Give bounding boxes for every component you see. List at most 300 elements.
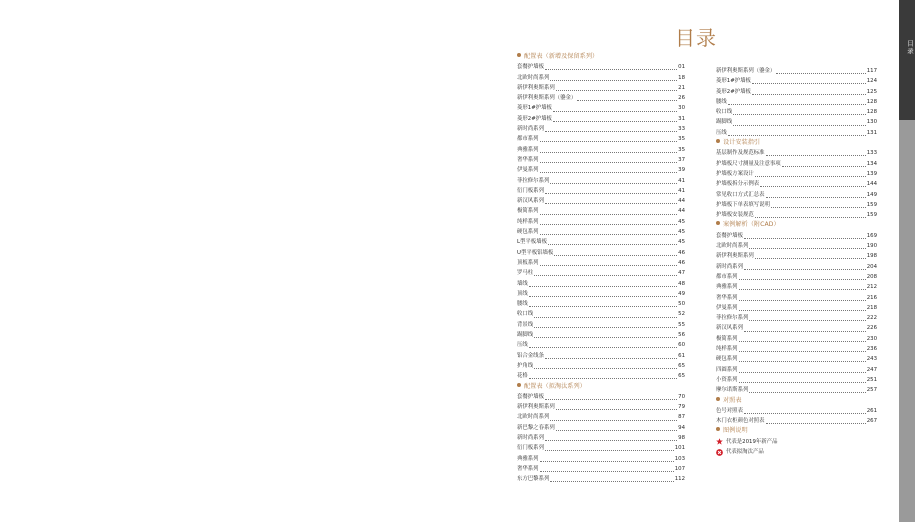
legend	[716, 426, 877, 457]
dot-leader	[553, 121, 677, 122]
toc-section-heading: 设计安装指引	[716, 138, 877, 148]
dot-leader	[733, 114, 866, 115]
toc-entry-page: 35	[678, 146, 685, 153]
toc-entry-name: 衍门板系列	[517, 445, 544, 452]
toc-entry[interactable]	[716, 282, 877, 292]
dot-leader	[776, 73, 865, 74]
toc-entry[interactable]	[517, 93, 685, 103]
toc-entry-name: 铝合金线条	[517, 352, 544, 359]
dot-leader	[545, 358, 677, 359]
toc-entry[interactable]	[716, 313, 877, 323]
toc-entry[interactable]	[716, 87, 877, 97]
toc-entry-page: 212	[866, 284, 877, 291]
toc-entry[interactable]	[716, 272, 877, 282]
toc-entry-page: 45	[678, 239, 685, 246]
dot-leader	[529, 347, 677, 348]
dot-leader	[766, 155, 866, 156]
toc-entry-name: 极简系列	[517, 208, 539, 215]
dot-leader	[556, 409, 677, 410]
toc-entry-page: 30	[678, 105, 685, 112]
dot-leader	[545, 440, 677, 441]
toc-entry-page: 18	[678, 74, 685, 81]
toc-entry-name: 菱形2#护墙板	[716, 88, 751, 95]
toc-entry-page: 230	[866, 335, 877, 342]
toc-entry-page: 169	[866, 232, 877, 239]
toc-entry[interactable]	[517, 268, 685, 278]
dot-leader	[545, 131, 677, 132]
toc-entry[interactable]	[517, 62, 685, 72]
dot-leader	[545, 399, 677, 400]
toc-entry[interactable]	[517, 176, 685, 186]
toc-entry-page: 125	[866, 88, 877, 95]
toc-entry[interactable]	[517, 309, 685, 319]
side-tab-label: 目录	[906, 40, 914, 55]
toc-entry[interactable]	[517, 279, 685, 289]
toc-entry-name: 典雅系列	[517, 455, 539, 462]
toc-entry-name: 护墙板下单表填写说明	[716, 201, 770, 208]
toc-entry-name: 北欧时尚系列	[517, 74, 550, 81]
dot-leader	[744, 238, 866, 239]
toc-entry-name: 新伊利奥斯系列	[517, 404, 555, 411]
toc-entry-page: 65	[678, 362, 685, 369]
toc-entry-page: 134	[866, 160, 877, 167]
toc-entry[interactable]	[716, 148, 877, 158]
toc-entry[interactable]	[517, 392, 685, 402]
toc-entry-name: 摩尔诺斯系列	[716, 387, 749, 394]
toc-entry-page: 159	[866, 212, 877, 219]
dot-leader	[534, 317, 677, 318]
dot-leader	[739, 279, 866, 280]
toc-entry[interactable]	[517, 464, 685, 474]
toc-entry-name: 都市系列	[716, 273, 738, 280]
toc-entry[interactable]	[716, 117, 877, 127]
toc-entry-page: 52	[678, 311, 685, 318]
toc-entry-name: 硬包系列	[716, 356, 738, 363]
toc-entry[interactable]	[517, 412, 685, 422]
dot-leader	[739, 351, 866, 352]
toc-entry[interactable]	[517, 330, 685, 340]
toc-entry-page: 39	[678, 167, 685, 174]
toc-entry[interactable]	[517, 433, 685, 443]
toc-entry-page: 31	[678, 115, 685, 122]
toc-entry[interactable]	[716, 262, 877, 272]
toc-entry-name: 压线	[716, 129, 727, 136]
dot-leader	[534, 368, 677, 369]
toc-entry-name: 纯样系列	[716, 346, 738, 353]
toc-entry-page: 133	[866, 150, 877, 157]
toc-entry-page: 50	[678, 301, 685, 308]
toc-entry-name: 伊曼系列	[517, 167, 539, 174]
toc-entry-page: 243	[866, 356, 877, 363]
toc-entry-page: 159	[866, 201, 877, 208]
toc-entry[interactable]	[517, 237, 685, 247]
toc-entry[interactable]	[517, 114, 685, 124]
dot-leader	[550, 183, 677, 184]
toc-right-list	[716, 66, 877, 426]
toc-entry-page: 26	[678, 95, 685, 102]
dot-leader	[755, 217, 866, 218]
toc-entry[interactable]	[517, 340, 685, 350]
toc-entry-page: 236	[866, 346, 877, 353]
toc-entry-page: 149	[866, 191, 877, 198]
dot-leader	[529, 286, 677, 287]
toc-entry-name: 顶板系列	[517, 259, 539, 266]
toc-entry-page: 222	[866, 315, 877, 322]
toc-entry-page: 47	[678, 270, 685, 277]
star-icon	[716, 438, 723, 445]
toc-entry[interactable]	[716, 385, 877, 395]
toc-entry-page: 117	[866, 68, 877, 74]
toc-entry-name: 奢华系列	[517, 465, 539, 472]
toc-entry-page: 101	[674, 445, 685, 452]
side-tab	[899, 0, 915, 120]
toc-entry[interactable]	[517, 289, 685, 299]
toc-entry[interactable]	[517, 227, 685, 237]
toc-entry-page: 251	[866, 376, 877, 383]
toc-entry-page: 267	[866, 418, 877, 425]
toc-entry-page: 46	[678, 249, 685, 256]
toc-entry-page: 65	[678, 373, 685, 380]
toc-entry-name: 纯样系列	[517, 218, 539, 225]
toc-entry-name: 伊曼系列	[716, 304, 738, 311]
bullet-icon	[517, 53, 521, 57]
toc-entry-page: 45	[678, 218, 685, 225]
dot-leader	[540, 172, 678, 173]
toc-entry-page: 49	[678, 290, 685, 297]
toc-entry[interactable]	[517, 206, 685, 216]
toc-entry-name: U型平板铝墙板	[517, 249, 554, 256]
toc-entry[interactable]	[517, 361, 685, 371]
toc-entry[interactable]	[517, 145, 685, 155]
toc-entry-name: 色号对照表	[716, 407, 743, 414]
toc-entry-name: 新伊利奥斯系列	[716, 253, 754, 260]
toc-entry[interactable]	[716, 375, 877, 385]
toc-entry-name: 木门衣柜颜色对照表	[716, 418, 765, 425]
toc-entry-page: 130	[866, 119, 877, 126]
toc-entry[interactable]	[517, 73, 685, 83]
toc-entry-name: 新汉风系列	[716, 325, 743, 332]
toc-entry-page: 41	[678, 177, 685, 184]
dot-leader	[728, 135, 866, 136]
toc-entry[interactable]	[716, 251, 877, 261]
toc-entry-name: 套餐护墙板	[517, 393, 544, 400]
toc-entry-page: 21	[678, 84, 685, 91]
toc-entry-page: 112	[674, 476, 685, 483]
toc-entry-name: 套餐护墙板	[517, 64, 544, 71]
dot-leader	[550, 420, 677, 421]
toc-entry[interactable]	[517, 351, 685, 361]
toc-entry-name: 菲拉修尔系列	[716, 315, 749, 322]
toc-entry-name: 踢脚线	[716, 119, 733, 126]
toc-entry-name: 新伊利奥斯系列	[517, 84, 555, 91]
toc-entry[interactable]	[517, 258, 685, 268]
toc-entry[interactable]	[517, 124, 685, 134]
toc-entry[interactable]	[517, 103, 685, 113]
toc-entry-name: 奢华系列	[517, 156, 539, 163]
dot-leader	[534, 337, 677, 338]
toc-entry-page: 41	[678, 187, 685, 194]
toc-entry-page: 107	[674, 465, 685, 472]
toc-entry-page: 128	[866, 109, 877, 116]
dot-leader	[744, 269, 866, 270]
toc-entry[interactable]	[517, 165, 685, 175]
toc-entry-name: 菱形1#护墙板	[716, 78, 751, 85]
dot-leader	[760, 186, 866, 187]
toc-entry[interactable]	[716, 416, 877, 426]
toc-entry-page: 131	[866, 129, 877, 136]
toc-entry-name: 东方巴黎系列	[517, 476, 550, 483]
toc-entry-page: 226	[866, 325, 877, 332]
dot-leader	[548, 244, 677, 245]
dot-leader	[739, 361, 866, 362]
toc-entry[interactable]	[517, 443, 685, 453]
dot-leader	[540, 214, 678, 215]
toc-entry[interactable]	[517, 423, 685, 433]
dot-leader	[739, 310, 866, 311]
legend-item-new: 代表是2019年新产品	[716, 437, 877, 447]
toc-entry-page: 79	[678, 404, 685, 411]
dot-leader	[739, 341, 866, 342]
dot-leader	[554, 255, 677, 256]
toc-entry-name: 护墙板安装规范	[716, 212, 754, 219]
toc-entry[interactable]	[517, 371, 685, 381]
toc-entry[interactable]	[716, 210, 877, 220]
toc-entry-page: 216	[866, 294, 877, 301]
toc-entry[interactable]	[716, 365, 877, 375]
toc-entry-name: 小资系列	[716, 376, 738, 383]
dot-leader	[733, 125, 866, 126]
toc-entry[interactable]	[517, 196, 685, 206]
toc-entry-name: 腰线	[517, 301, 528, 308]
dot-leader	[744, 413, 866, 414]
toc-entry-page: 01	[678, 64, 685, 71]
toc-entry-name: 新时尚系列	[716, 263, 743, 270]
toc-entry[interactable]	[716, 128, 877, 138]
bullet-icon	[517, 383, 521, 387]
toc-entry-page: 56	[678, 332, 685, 339]
dot-leader	[534, 275, 677, 276]
dot-leader	[540, 265, 678, 266]
toc-entry-page: 70	[678, 393, 685, 400]
toc-left-column	[517, 52, 685, 484]
toc-entry-name: 花格	[517, 373, 528, 380]
dot-leader	[545, 69, 677, 70]
dot-leader	[529, 306, 677, 307]
dot-leader	[755, 258, 866, 259]
dot-leader	[556, 90, 677, 91]
dot-leader	[545, 193, 677, 194]
toc-section-heading: 对照表	[716, 396, 877, 406]
x-circle-icon	[716, 449, 723, 456]
toc-entry-name: 护墙板方案设计	[716, 170, 754, 177]
dot-leader	[540, 152, 678, 153]
toc-entry-name: 硬包系列	[517, 229, 539, 236]
toc-entry[interactable]	[517, 299, 685, 309]
dot-leader	[540, 234, 678, 235]
dot-leader	[540, 141, 678, 142]
toc-entry-page: 48	[678, 280, 685, 287]
toc-entry[interactable]	[716, 190, 877, 200]
dot-leader	[749, 392, 865, 393]
toc-entry-page: 60	[678, 342, 685, 349]
dot-leader	[550, 481, 673, 482]
toc-entry-page: 261	[866, 407, 877, 414]
dot-leader	[744, 331, 866, 332]
toc-entry[interactable]	[716, 323, 877, 333]
toc-entry[interactable]	[517, 454, 685, 464]
toc-entry-name: 基层制作及规范标准	[716, 150, 765, 157]
dot-leader	[755, 176, 866, 177]
toc-entry-name: 收口线	[716, 109, 733, 116]
toc-entry-name: 菱形2#护墙板	[517, 115, 552, 122]
dot-leader	[550, 80, 677, 81]
toc-entry[interactable]	[517, 134, 685, 144]
dot-leader	[529, 378, 677, 379]
toc-entry[interactable]	[716, 200, 877, 210]
toc-entry-name: 新时尚系列	[517, 126, 544, 133]
dot-leader	[540, 162, 678, 163]
toc-entry-page: 139	[866, 170, 877, 177]
toc-entry-page: 218	[866, 304, 877, 311]
toc-entry[interactable]	[716, 169, 877, 179]
toc-entry[interactable]	[716, 406, 877, 416]
toc-entry-page: 98	[678, 434, 685, 441]
bullet-icon	[716, 221, 720, 225]
dot-leader	[728, 104, 866, 105]
toc-entry-name: 极简系列	[716, 335, 738, 342]
dot-leader	[540, 471, 674, 472]
toc-entry-page: 103	[674, 455, 685, 462]
dot-leader	[739, 372, 866, 373]
dot-leader	[771, 207, 866, 208]
toc-entry[interactable]	[517, 186, 685, 196]
toc-entry-page: 37	[678, 156, 685, 163]
toc-entry[interactable]	[716, 303, 877, 313]
legend-item-obsolete: 代表拟淘汰产品	[716, 447, 877, 457]
toc-entry[interactable]	[716, 97, 877, 107]
bullet-icon	[716, 427, 720, 431]
toc-entry[interactable]	[517, 320, 685, 330]
toc-entry-page: 124	[866, 78, 877, 85]
dot-leader	[545, 203, 677, 204]
toc-entry-name: 腰线	[716, 98, 727, 105]
toc-entry[interactable]	[716, 241, 877, 251]
toc-entry[interactable]	[716, 179, 877, 189]
dot-leader	[739, 300, 866, 301]
toc-section-heading: 配置表（拟淘汰系列）	[517, 382, 685, 392]
toc-entry-name: 压线	[517, 342, 528, 349]
toc-entry[interactable]	[716, 293, 877, 303]
toc-entry[interactable]	[517, 248, 685, 258]
toc-entry-page: 257	[866, 387, 877, 394]
bullet-icon	[716, 397, 720, 401]
toc-entry-page: 55	[678, 321, 685, 328]
toc-entry-page: 61	[678, 352, 685, 359]
toc-entry-name: 都市系列	[517, 136, 539, 143]
toc-entry[interactable]	[517, 474, 685, 484]
dot-leader	[553, 111, 677, 112]
toc-entry-name: 护墙板拆分示例表	[716, 181, 760, 188]
toc-entry[interactable]	[517, 83, 685, 93]
toc-entry-name: 北欧时尚系列	[716, 243, 749, 250]
dot-leader	[577, 100, 677, 101]
toc-entry-name: 奢华系列	[716, 294, 738, 301]
toc-entry[interactable]	[716, 231, 877, 241]
toc-entry[interactable]	[716, 354, 877, 364]
toc-entry-name: 踢脚线	[517, 332, 534, 339]
toc-entry[interactable]	[517, 217, 685, 227]
toc-entry-name: 新时尚系列	[517, 434, 544, 441]
toc-entry-page: 190	[866, 243, 877, 250]
toc-entry[interactable]	[716, 159, 877, 169]
toc-entry-page: 247	[866, 366, 877, 373]
toc-entry-name: 新伊利奥斯系列（鎏金）	[517, 95, 577, 102]
dot-leader	[556, 430, 677, 431]
toc-entry[interactable]	[716, 334, 877, 344]
toc-entry-name: 护墙板尺寸测量及注意事项	[716, 160, 781, 167]
toc-entry-name: 新伊利奥斯系列（鎏金）	[716, 68, 776, 74]
legend-heading: 图例说明	[716, 426, 877, 436]
toc-entry[interactable]	[716, 107, 877, 117]
dot-leader	[749, 248, 865, 249]
toc-entry-page: 144	[866, 181, 877, 188]
dot-leader	[752, 94, 866, 95]
toc-entry-page: 208	[866, 273, 877, 280]
toc-entry[interactable]	[517, 402, 685, 412]
dot-leader	[540, 224, 678, 225]
dot-leader	[529, 296, 677, 297]
toc-entry-name: 收口线	[517, 311, 534, 318]
toc-entry-page: 44	[678, 198, 685, 205]
toc-entry-page: 33	[678, 126, 685, 133]
toc-entry-page: 94	[678, 424, 685, 431]
toc-entry-name: L型平板墙板	[517, 239, 547, 246]
toc-right-column	[716, 66, 877, 457]
dot-leader	[766, 197, 866, 198]
dot-leader	[739, 289, 866, 290]
dot-leader	[534, 327, 677, 328]
toc-entry[interactable]	[716, 76, 877, 86]
toc-entry-name: 护角线	[517, 362, 534, 369]
toc-entry-page: 45	[678, 229, 685, 236]
toc-entry-name: 典雅系列	[517, 146, 539, 153]
toc-section-heading: 案例解析（附CAD）	[716, 220, 877, 230]
toc-entry-page: 44	[678, 208, 685, 215]
toc-entry-name: 新汉风系列	[517, 198, 544, 205]
toc-entry-page: 128	[866, 98, 877, 105]
toc-entry-page: 87	[678, 414, 685, 421]
dot-leader	[782, 166, 866, 167]
toc-entry[interactable]	[716, 66, 877, 76]
toc-entry-page: 198	[866, 253, 877, 260]
toc-entry-page: 35	[678, 136, 685, 143]
page-title: 目录	[675, 26, 717, 50]
toc-entry-name: 衍门板系列	[517, 187, 544, 194]
toc-entry[interactable]	[517, 155, 685, 165]
dot-leader	[752, 83, 866, 84]
toc-entry-page: 46	[678, 259, 685, 266]
toc-entry-name: 新巴黎之春系列	[517, 424, 555, 431]
toc-entry-name: 菱形1#护墙板	[517, 105, 552, 112]
bullet-icon	[716, 139, 720, 143]
toc-entry[interactable]	[716, 344, 877, 354]
toc-entry-name: 四圆系列	[716, 366, 738, 373]
toc-entry-name: 顶线	[517, 290, 528, 297]
toc-entry-page: 204	[866, 263, 877, 270]
toc-entry-name: 背景线	[517, 321, 534, 328]
side-strip	[899, 120, 915, 522]
toc-entry-name: 罗马柱	[517, 270, 534, 277]
